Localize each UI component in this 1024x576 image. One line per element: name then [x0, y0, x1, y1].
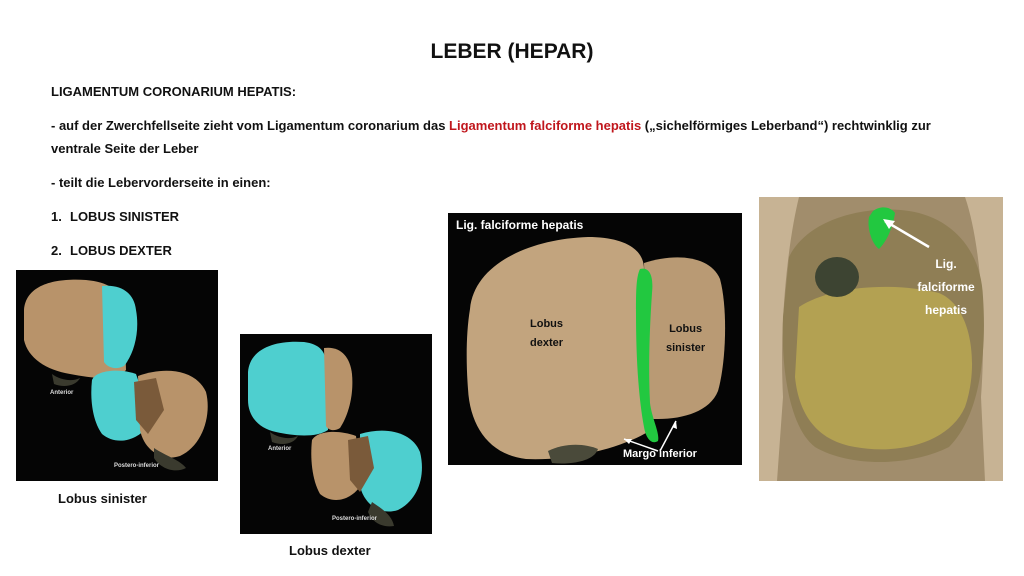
figure-lobus-sinister-image [16, 270, 218, 481]
figure-falciforme-image [448, 213, 742, 465]
lobus-sinister-label: Lobus sinister [666, 323, 706, 354]
liver-illustration [240, 334, 432, 534]
division-paragraph: - teilt die Lebervorderseite in einen: [51, 175, 271, 190]
figure-insitu-image [759, 197, 1003, 481]
falciforme-label: Lig. falciforme hepatis [917, 257, 975, 317]
margo-inferior-label: Margo inferior [623, 448, 697, 460]
figure-caption: Lobus sinister [58, 491, 147, 506]
list-item: 1. LOBUS SINISTER [51, 209, 180, 224]
list-item: 2. LOBUS DEXTER [51, 243, 172, 258]
posterior-label: Postero-inferior [114, 463, 160, 469]
paragraph-text-end: („sichelförmiges Leberband“) rechtwinklig zur ventrale Seite der Leber [51, 118, 931, 156]
figure-lobus-dexter-image [240, 334, 432, 534]
anterior-label: Anterior [268, 446, 292, 452]
highlighted-term: Ligamentum falciforme hepatis [449, 118, 642, 133]
paragraph-text-start: - auf der Zwerchfellseite zieht vom Ligamentum coronarium das [51, 118, 450, 133]
liver-illustration [16, 270, 218, 481]
figure-caption: Lobus dexter [289, 543, 371, 558]
liver-illustration [759, 197, 1003, 481]
description-paragraph [51, 114, 931, 160]
section-heading: LIGAMENTUM CORONARIUM HEPATIS: [51, 84, 297, 99]
anterior-label: Anterior [50, 390, 74, 396]
lobus-dexter-label: Lobus dexter [530, 318, 564, 349]
figure-header: Lig. falciforme hepatis [456, 218, 584, 232]
posterior-label: Postero-inferior [332, 516, 378, 522]
slide-title: LEBER (HEPAR) [430, 40, 594, 63]
